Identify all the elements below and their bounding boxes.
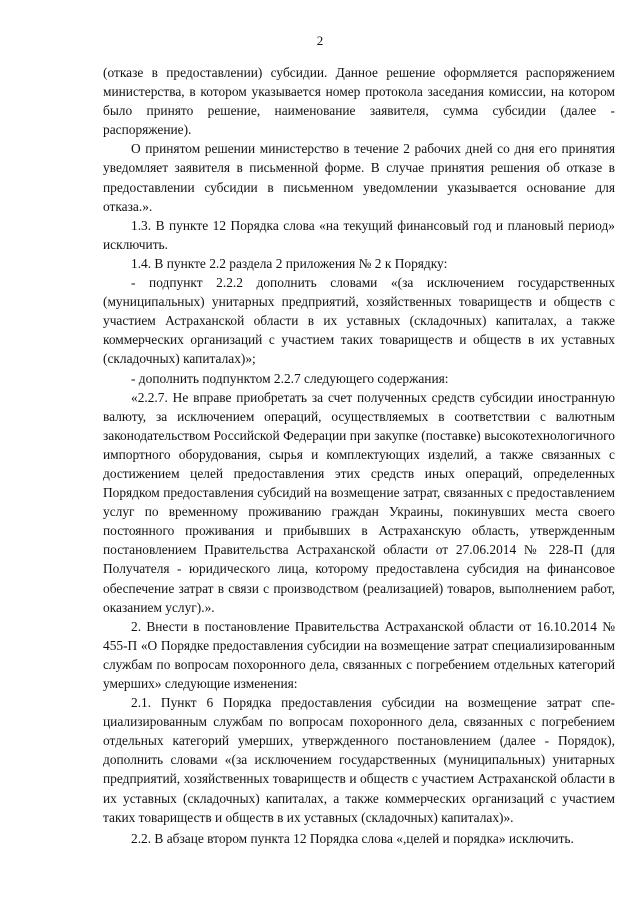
paragraph-subitem-2-2-2: - подпункт 2.2.2 дополнить словами «(за исключением государственных (муниципальных) унитарных предприятий, хозяйственных товариществ и обществ с участием Астраханской области в их уставных (складочных) капиталах, а также коммерческих организаций с участием таких товариществ и обществ в их уставных (складочных) капиталах)»; bbox=[103, 275, 615, 367]
document-body bbox=[103, 63, 615, 848]
paragraph-item-2-1: 2.1. Пункт 6 Порядка предоставления субсидии на возмещение затрат специализированным службам по вопросам похоронного дела, связанных с погребением отдельных категорий умерших, утвержденного постановлением (далее - Порядок), дополнить словами «(за исключением государственных (муниципальных) унитарных предприятий, хозяйственных товариществ и обществ с участием Астраханской области в их уставных (складочных) капиталах, а также коммерческих организаций с участием таких товариществ и обществ в их уставных (складочных) капиталах)». bbox=[103, 695, 615, 825]
paragraph-continuation: (отказе в предоставлении) субсидии. Данное решение оформляется распоряжением министерства, в котором указывается номер протокола заседания комиссии, на котором было принято решение, наименование заявителя, сумма субсидии (далее - распоряжение). bbox=[103, 65, 615, 138]
paragraph-item-1-3: 1.3. В пункте 12 Порядка слова «на текущий финансовый год и плановый период» исключить. bbox=[103, 217, 615, 252]
paragraph-item-2: 2. Внести в постановление Правительства Астраханской области от 16.10.2014 № 455-П «О Порядке предоставления субсидии на возмещение затрат специализированным службам по вопросам похоронного дела, связанных с погребением отдельных категорий умерших» следующие изменения: bbox=[103, 618, 615, 691]
paragraph-item-1-4: 1.4. В пункте 2.2 раздела 2 приложения № 2 к Порядку: bbox=[131, 255, 448, 271]
paragraph-notification: О принятом решении министерство в течение 2 рабочих дней со дня его принятия уведомляет заявителя в письменной форме. В случае принятия решения об отказе в предоставлении субсидии в письменном уведомлении указывается основание для отказа.». bbox=[103, 141, 615, 214]
paragraph-add-2-2-7: - дополнить подпунктом 2.2.7 следующего содержания: bbox=[131, 370, 449, 386]
paragraph-text-2-2-7: «2.2.7. Не вправе приобретать за счет полученных средств субсидии иностранную валюту, за исключением операций, осуществляемых в соответствии с валютным законодательством Российской Федерации при закупке (поставке) высокотехнологичного импортного оборудования, сырья и комплектующих изделий, а также связанных с достижением целей предоставления этих средств иных операций, определенных Порядком предоставления субсидий на возмещение затрат, связанных с предоставлением услуг по временному проживанию граждан Украины, покинувших места своего постоянного проживания и прибывших в Астраханскую область, утвержденным постановлением Правительства Астраханской области от 27.06.2014 № 228-П (для Получателя - юридического лица, которому предоставлена субсидия на финансовое обеспечение затрат в связи с производством (реализацией) товаров, выполнением работ, оказанием услуг).». bbox=[103, 389, 615, 615]
paragraph-item-2-2: 2.2. В абзаце втором пункта 12 Порядка слова «,целей и порядка» исключить. bbox=[131, 830, 574, 846]
page-number: 2 bbox=[316, 33, 324, 48]
